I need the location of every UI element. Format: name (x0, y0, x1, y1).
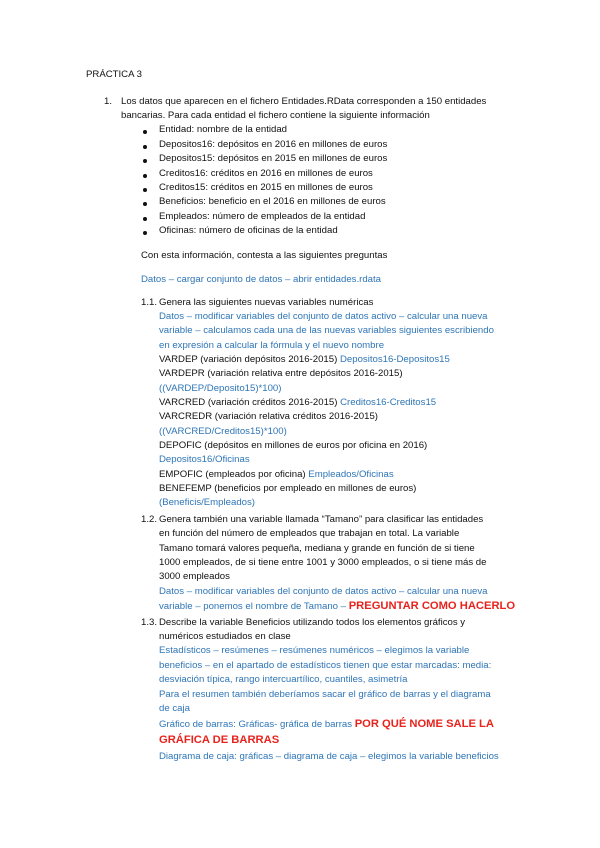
variable-formula: Creditos16-Creditos15 (340, 397, 437, 408)
answer-text: Gráfico de barras: Gráficas- gráfica de barras (159, 719, 353, 730)
answer-text: Estadísticos – resúmenes – resúmenes numéricos – elegimos la variable (159, 645, 470, 656)
answer-text: Datos – cargar conjunto de datos – abrir entidades.rdata (141, 274, 381, 285)
variable-line (159, 353, 450, 367)
list-item-text: Creditos16: créditos en 2016 en millones de euros (159, 168, 373, 179)
answer-text: en expresión a calcular la fórmula y el nuevo nombre (159, 340, 385, 351)
answer-text: variable – ponemos el nombre de Tamano – (159, 601, 347, 612)
question-note: GRÁFICA DE BARRAS (159, 734, 280, 746)
variable-formula: ((VARDEP/Deposito15)*100) (159, 383, 282, 394)
question-note: POR QUÉ NOME SALE LA (354, 718, 494, 730)
list-item-text: Oficinas: número de oficinas de la entidad (159, 225, 338, 236)
variable-formula: ((VARCRED/Creditos15)*100) (159, 426, 287, 437)
bullet-icon (143, 202, 147, 206)
variable-definition: VARDEP (variación depósitos 2016-2015) (159, 354, 338, 365)
answer-text: Datos – modificar variables del conjunto de datos activo – calcular una nueva (159, 311, 488, 322)
subsection-text: 3000 empleados (159, 571, 230, 582)
variable-definition: VARDEPR (variación relativa entre depósitos 2016-2015) (159, 368, 403, 379)
variable-definition: VARCRED (variación créditos 2016-2015) (159, 397, 338, 408)
question-number: 1. (104, 96, 113, 107)
answer-text: beneficios – en el apartado de estadísticos tienen que estar marcadas: media: (159, 660, 492, 671)
answer-text: de caja (159, 703, 190, 714)
variable-formula: Depositos16-Depositos15 (339, 354, 450, 365)
list-item-text: Depositos15: depósitos en 2015 en millones de euros (159, 153, 388, 164)
bullet-icon (143, 145, 147, 149)
bullet-icon (143, 159, 147, 163)
subsection-text: Genera también una variable llamada “Tamano” para clasificar las entidades (159, 514, 484, 525)
answer-line (159, 717, 494, 732)
subsection-number: 1.3. (141, 617, 158, 628)
answer-text: desviación típica, rango intercuartílico, cuantiles, asimetría (159, 674, 408, 685)
variable-formula: (Beneficis/Empleados) (159, 497, 255, 508)
subsection-number: 1.2. (141, 514, 158, 525)
variable-line (159, 468, 394, 482)
bullet-icon (143, 217, 147, 221)
answer-text: Para el resumen también deberíamos sacar el gráfico de barras y el diagrama (159, 689, 491, 700)
list-item-text: Depositos16: depósitos en 2016 en millones de euros (159, 139, 388, 150)
variable-formula: Depositos16/Oficinas (159, 454, 250, 465)
answer-text: Diagrama de caja: gráficas – diagrama de caja – elegimos la variable beneficios (159, 751, 499, 762)
bullet-icon (143, 231, 147, 235)
subsection-text: Tamano tomará valores pequeña, mediana y grande en función de si tiene (159, 543, 475, 554)
bullet-icon (143, 174, 147, 178)
list-item-text: Empleados: número de empleados de la entidad (159, 211, 366, 222)
bullet-icon (143, 188, 147, 192)
page-title: PRÁCTICA 3 (86, 69, 142, 80)
subsection-text: en función del número de empleados que trabajan en total. La variable (159, 528, 460, 539)
question-note: PREGUNTAR COMO HACERLO (348, 600, 516, 612)
question-intro: bancarias. Para cada entidad el fichero contiene la siguiente información (121, 110, 430, 121)
question-intro: Los datos que aparecen en el fichero Entidades.RData corresponden a 150 entidades (121, 96, 487, 107)
answer-text: Datos – modificar variables del conjunto de datos activo – calcular una nueva (159, 586, 488, 597)
variable-formula: Empleados/Oficinas (308, 469, 394, 480)
answer-line (159, 599, 515, 614)
subsection-title: Genera las siguientes nuevas variables numéricas (159, 297, 374, 308)
list-item-text: Creditos15: créditos en 2015 en millones de euros (159, 182, 373, 193)
subsection-number: 1.1. (141, 297, 158, 308)
variable-line (159, 396, 436, 410)
answer-text: variable – calculamos cada una de las nuevas variables siguientes escribiendo (159, 325, 494, 336)
bullet-icon (143, 130, 147, 134)
subsection-text: Describe la variable Beneficios utilizando todos los elementos gráficos y (159, 617, 466, 628)
subsection-text: numéricos estudiados en clase (159, 631, 291, 642)
variable-definition: BENEFEMP (beneficios por empleado en millones de euros) (159, 483, 417, 494)
question-prompt: Con esta información, contesta a las siguientes preguntas (141, 250, 388, 261)
list-item-text: Entidad: nombre de la entidad (159, 124, 288, 135)
variable-definition: EMPOFIC (empleados por oficina) (159, 469, 306, 480)
variable-definition: DEPOFIC (depósitos en millones de euros por oficina en 2016) (159, 440, 428, 451)
variable-definition: VARCREDR (variación relativa créditos 2016-2015) (159, 411, 378, 422)
list-item-text: Beneficios: beneficio en el 2016 en millones de euros (159, 196, 386, 207)
subsection-text: 1000 empleados, de si tiene entre 1001 y 3000 empleados, o si tiene más de (159, 557, 487, 568)
